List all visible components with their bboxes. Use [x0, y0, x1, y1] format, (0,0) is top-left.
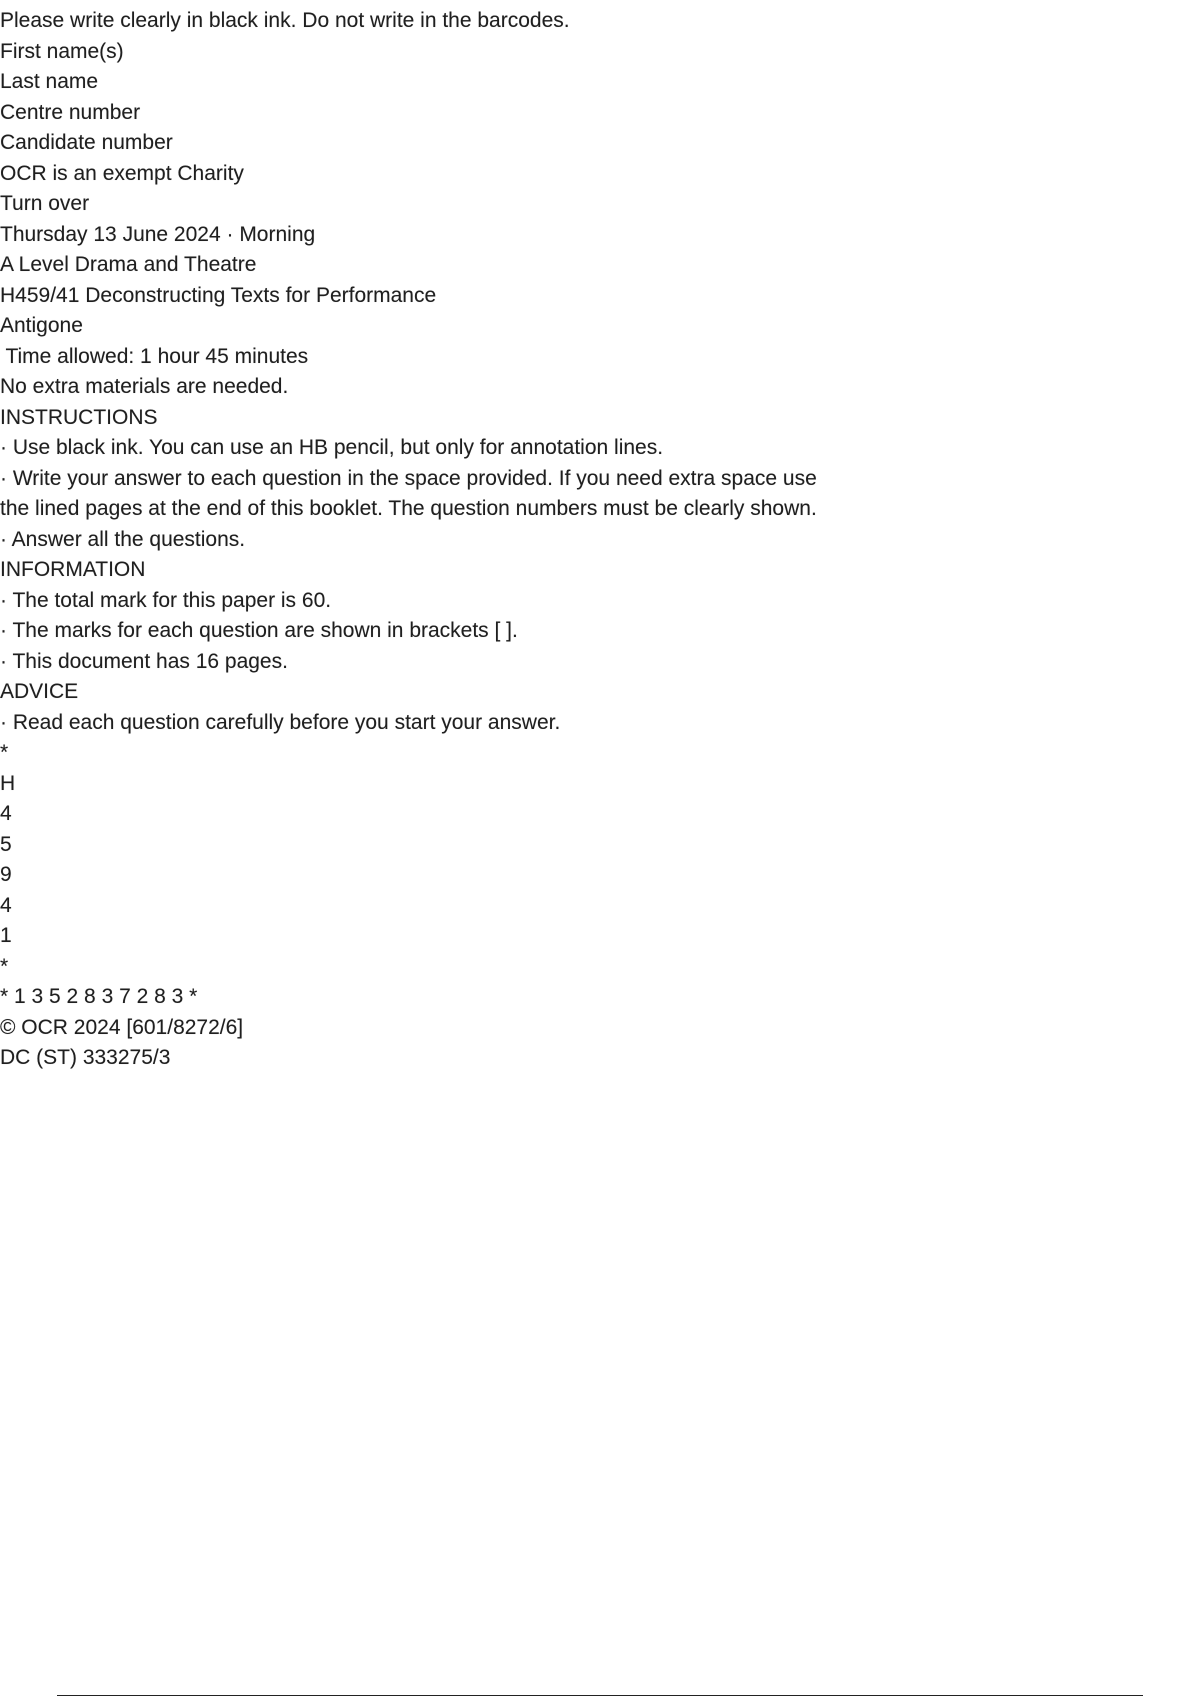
text-line: Last name [0, 70, 99, 93]
text-line: 4 [0, 802, 12, 825]
text-line: * [0, 954, 9, 978]
text-line: H [0, 771, 16, 795]
text-line: 4 [0, 893, 12, 917]
text-line: · This document has 16 pages. [0, 649, 288, 673]
text-line: 1 [0, 924, 12, 947]
text-line: · The marks for each question are shown in brackets [ ]. [0, 619, 518, 642]
text-line: DC (ST) 333275/3 [0, 1046, 171, 1069]
text-line: · Answer all the questions. [0, 527, 246, 551]
document-text [0, 6, 817, 1074]
bottom-rule [57, 1695, 1143, 1696]
text-line: Thursday 13 June 2024 · Morning [0, 222, 316, 246]
text-line: · Read each question carefully before you start your answer. [0, 710, 561, 734]
text-line: * 1 3 5 2 8 3 7 2 8 3 * [0, 985, 198, 1008]
text-line: 5 [0, 832, 12, 856]
text-line: No extra materials are needed. [0, 375, 289, 398]
text-line: Please write clearly in black ink. Do not write in the barcodes. [0, 9, 570, 32]
text-line: Centre number [0, 100, 141, 124]
text-line: Time allowed: 1 hour 45 minutes [0, 344, 309, 368]
text-line: First name(s) [0, 39, 124, 63]
text-line: OCR is an exempt Charity [0, 161, 244, 185]
text-line: INFORMATION [0, 558, 146, 581]
text-line: Candidate number [0, 131, 173, 154]
text-line: 9 [0, 863, 12, 886]
text-line: INSTRUCTIONS [0, 405, 158, 429]
text-line: Turn over [0, 192, 90, 215]
text-line: * [0, 741, 9, 764]
text-line: © OCR 2024 [601/8272/6] [0, 1015, 244, 1039]
text-line: Antigone [0, 314, 83, 337]
text-line: the lined pages at the end of this booklet. The question numbers must be clearly shown. [0, 497, 817, 520]
text-line: H459/41 Deconstructing Texts for Performance [0, 283, 437, 307]
text-line: · The total mark for this paper is 60. [0, 588, 332, 612]
text-line: · Use black ink. You can use an HB pencil, but only for annotation lines. [0, 436, 664, 459]
text-line: ADVICE [0, 680, 79, 703]
text-line: A Level Drama and Theatre [0, 253, 257, 276]
text-line: · Write your answer to each question in the space provided. If you need extra space use [0, 466, 817, 490]
